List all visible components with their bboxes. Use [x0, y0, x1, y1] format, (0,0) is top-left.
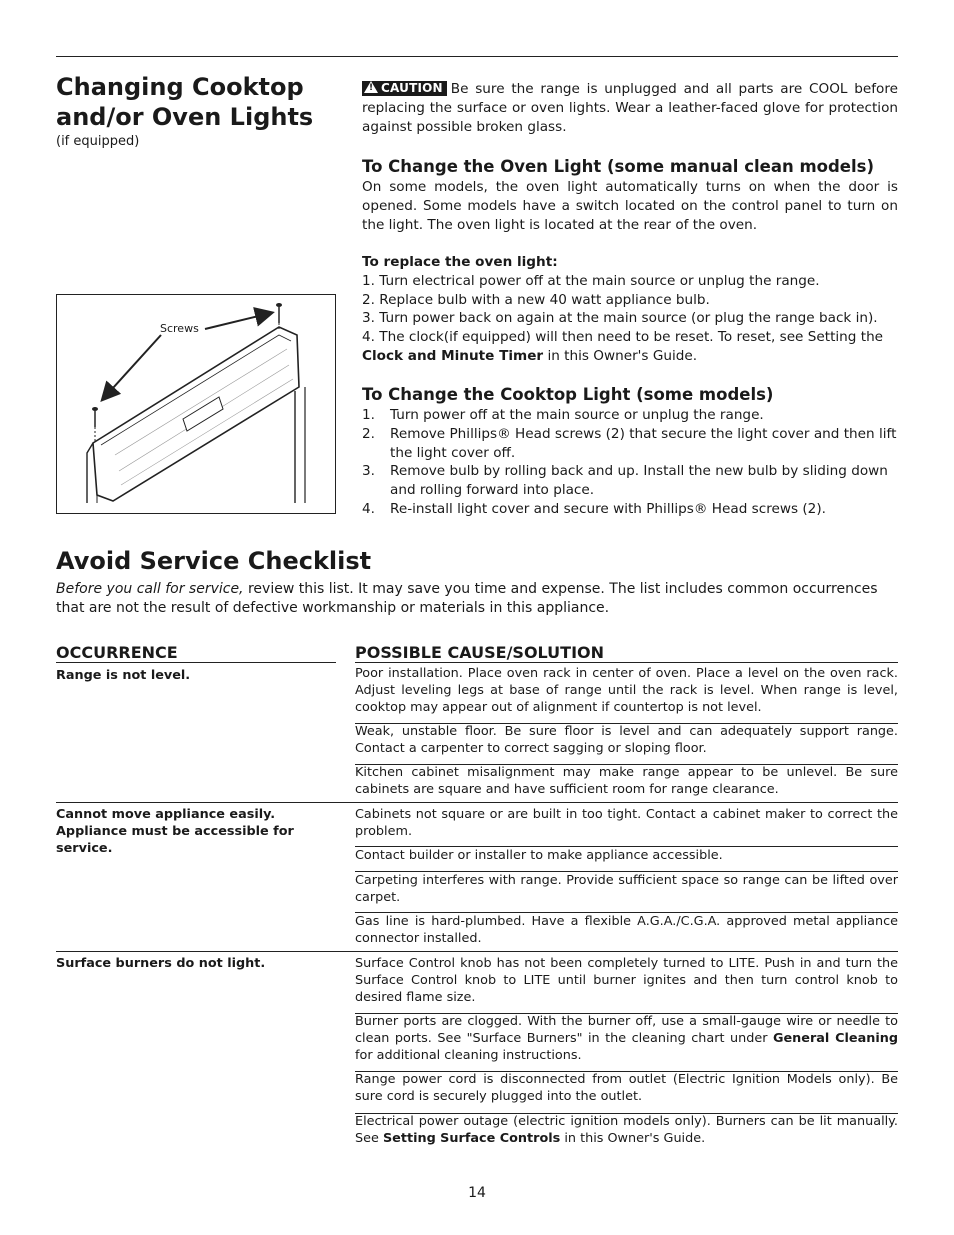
screw-icon-left	[92, 407, 98, 441]
figure-label-screws: Screws	[160, 322, 199, 335]
cause-text: Contact builder or installer to make appliance accessible.	[355, 848, 723, 863]
caution-badge: ! CAUTION	[362, 81, 447, 96]
oven-light-heading: To Change the Oven Light (some manual clean models)	[362, 157, 874, 176]
column-header-cause: POSSIBLE CAUSE/SOLUTION	[355, 643, 605, 662]
list-item: 3. Turn power back on again at the main source (or plug the range back in).	[362, 310, 878, 327]
caution-block	[362, 80, 898, 136]
list-item: 2. Replace bulb with a new 40 watt appliance bulb.	[362, 291, 710, 308]
cause-text: Gas line is hard-plumbed. Have a flexible A.G.A./C.G.A. approved metal appliance connector installed.	[355, 914, 898, 946]
cause-text: Surface Control knob has not been completely turned to LITE. Push in and turn the Surface Control knob to LITE until burner ignites and then turn control knob to desired flame size.	[355, 956, 898, 1005]
occurrence-text: Surface burners do not light.	[56, 956, 266, 971]
page-title-lights	[56, 72, 336, 132]
cause-text: Burner ports are clogged. With the burner off, use a small-gauge wire or needle to clean ports. See "Surface Burners" in the cleaning chart under General Cleaning for additional cleaning instructions.	[355, 1014, 898, 1063]
title-line-1: Changing Cooktop	[56, 73, 304, 101]
cause-text: Weak, unstable floor. Be sure floor is level and can adequately support range. Contact a carpenter to correct sagging or sloping floor.	[355, 724, 898, 756]
cooktop-light-block	[362, 384, 898, 519]
clock-timer-ref: Clock and Minute Timer	[362, 347, 544, 364]
cooktop-steps	[362, 406, 898, 519]
cause-text: Electrical power outage (electric ignition models only). Burners can be lit manually. See Setting Surface Controls in this Owner's Guide.	[355, 1114, 898, 1146]
list-item: 4. Re-install light cover and secure with Phillips® Head screws (2).	[362, 500, 826, 517]
caution-text: Be sure the range is unplugged and all parts are COOL before replacing the surface or oven lights. Wear a leather-faced glove for protection against possible broken glass.	[362, 81, 898, 135]
title-subtitle: (if equipped)	[56, 134, 140, 149]
cause-text: Range power cord is disconnected from outlet (Electric Ignition Models only). Be sure cord is securely plugged into the outlet.	[355, 1072, 898, 1104]
title-line-2: and/or Oven Lights	[56, 103, 314, 131]
top-rule	[56, 56, 898, 57]
column-header-occurrence: OCCURRENCE	[56, 643, 178, 662]
occurrence-text: Cannot move appliance easily. Appliance must be accessible for service.	[56, 807, 294, 856]
cause-text: Kitchen cabinet misalignment may make range appear to be unlevel. Be sure cabinets are square and have sufficient room for range clearance.	[355, 765, 898, 797]
oven-light-text: On some models, the oven light automatically turns on when the door is opened. Some models have a switch located on the control panel to turn on the light. The oven light is located at the rear of the oven.	[362, 179, 898, 233]
arrow-icon	[205, 313, 271, 329]
replace-oven-light-block	[362, 253, 898, 366]
divider	[56, 662, 336, 663]
list-item: 3. Remove bulb by rolling back and up. Install the new bulb by sliding down and rolling forward into place.	[362, 463, 888, 499]
divider	[355, 662, 898, 663]
divider	[56, 802, 898, 803]
list-item: 4. The clock(if equipped) will then need to be reset. To reset, see Setting the Clock and Minute Timer in this Owner's Guide.	[362, 329, 884, 364]
list-item: 1. Turn electrical power off at the main source or unplug the range.	[362, 272, 820, 289]
list-item: 2. Remove Phillips® Head screws (2) that secure the light cover and then lift the light cover off.	[362, 425, 897, 461]
page-number: 14	[468, 1185, 486, 1201]
page-title-checklist: Avoid Service Checklist	[56, 547, 372, 575]
oven-steps	[362, 272, 898, 366]
arrow-icon	[103, 335, 161, 399]
cause-text: Carpeting interferes with range. Provide sufficient space so range can be lifted over carpet.	[355, 873, 898, 905]
occurrence-text: Range is not level.	[56, 668, 191, 683]
list-item: 1. Turn power off at the main source or unplug the range.	[362, 407, 764, 423]
cooktop-light-heading: To Change the Cooktop Light (some models)	[362, 385, 774, 404]
range-illustration	[57, 295, 336, 514]
cause-text: Poor installation. Place oven rack in center of oven. Place a level on the oven rack. Adjust leveling legs at base of range until the rack is level. When range is level, cooktop may appear out of alignment if countertop is not level.	[355, 666, 898, 715]
oven-light-block	[362, 156, 898, 234]
checklist-intro: Before you call for service, review this list. It may save you time and expense. The list includes common occurrences that are not the result of defective workmanship or materials in this appliance.	[56, 581, 878, 616]
cause-text: Cabinets not square or are built in too tight. Contact a cabinet maker to correct the problem.	[355, 807, 898, 839]
replace-heading: To replace the oven light:	[362, 254, 558, 270]
cooktop-light-figure	[56, 294, 336, 514]
warning-icon: !	[364, 81, 378, 93]
divider	[56, 951, 898, 952]
